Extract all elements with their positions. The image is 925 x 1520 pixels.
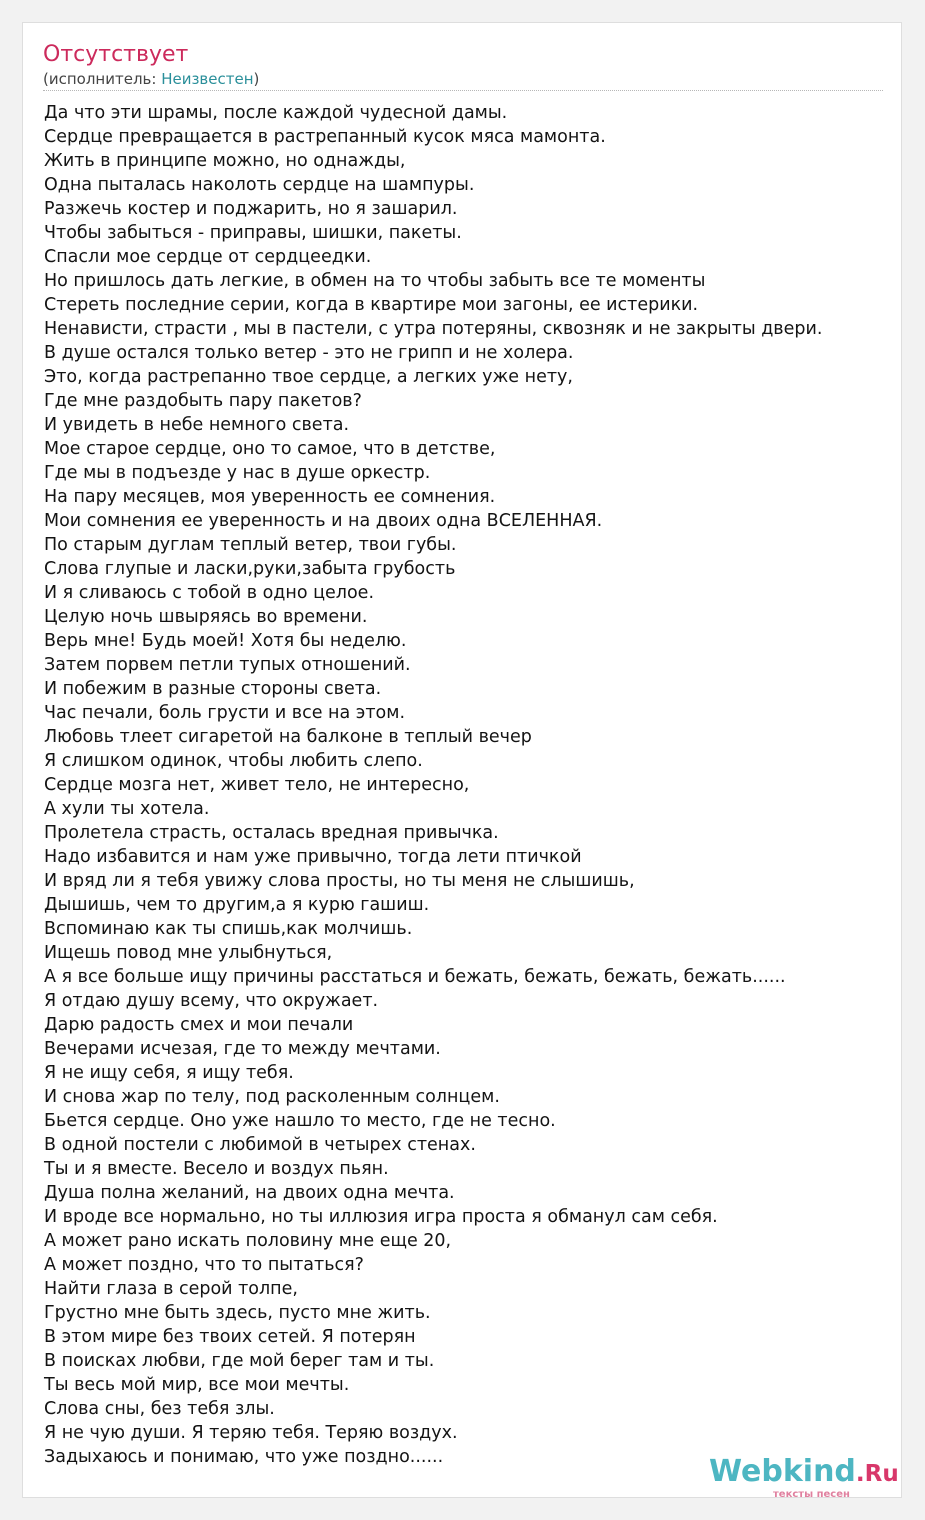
logo-name: Webkind [709, 1454, 856, 1489]
lyric-line: Я отдаю душу всему, что окружает. [44, 991, 379, 1011]
lyric-line: А я все больше ищу причины расстаться и бежать, бежать, бежать, бежать...... [44, 967, 786, 987]
lyric-line: Целую ночь швыряясь во времени. [44, 607, 368, 627]
lyric-line: Ненависти, страсти , мы в пастели, с утра потеряны, сквозняк и не закрыты двери. [44, 319, 823, 339]
lyric-line: Сердце мозга нет, живет тело, не интересно, [44, 775, 470, 795]
lyric-line: Где мне раздобыть пару пакетов? [44, 391, 362, 411]
lyric-line: Да что эти шрамы, после каждой чудесной дамы. [44, 103, 508, 123]
lyric-line: В душе остался только ветер - это не грипп и не холера. [44, 343, 574, 363]
lyric-line: И увидеть в небе немного света. [44, 415, 350, 435]
lyric-line: В поисках любви, где мой берег там и ты. [44, 1351, 435, 1371]
lyric-line: И вряд ли я тебя увижу слова просты, но ты меня не слышишь, [44, 871, 635, 891]
logo-tagline: тексты песен [773, 1489, 850, 1500]
artist-link[interactable]: Неизвестен [161, 70, 254, 88]
lyric-line: Это, когда растрепанно твое сердце, а легких уже нету, [44, 367, 573, 387]
lyric-line: И я сливаюсь с тобой в одно целое. [44, 583, 375, 603]
artist-line [43, 70, 259, 88]
lyric-line: Сердце превращается в растрепанный кусок мяса мамонта. [44, 127, 606, 147]
lyric-line: Стереть последние серии, когда в квартире мои загоны, ее истерики. [44, 295, 699, 315]
artist-suffix: ) [253, 70, 260, 88]
lyric-line: И побежим в разные стороны света. [44, 679, 382, 699]
lyric-line: Я слишком одинок, чтобы любить слепо. [44, 751, 423, 771]
lyric-line: Дышишь, чем то другим,а я курю гашиш. [44, 895, 430, 915]
lyric-line: Ищешь повод мне улыбнуться, [44, 943, 333, 963]
lyric-line: Где мы в подъезде у нас в душе оркестр. [44, 463, 431, 483]
lyric-line: В этом мире без твоих сетей. Я потерян [44, 1327, 416, 1347]
lyric-line: Бьется сердце. Оно уже нашло то место, где не тесно. [44, 1111, 556, 1131]
lyric-line: А может рано искать половину мне еще 20, [44, 1231, 452, 1251]
lyric-line: На пару месяцев, моя уверенность ее сомнения. [44, 487, 496, 507]
lyric-line: Разжечь костер и поджарить, но я зашарил. [44, 199, 458, 219]
logo-tld: .Ru [855, 1461, 899, 1487]
lyric-line: Вспоминаю как ты спишь,как молчишь. [44, 919, 413, 939]
lyric-line: А хули ты хотела. [44, 799, 210, 819]
site-logo[interactable] [709, 1455, 899, 1501]
lyric-line: Я не чую души. Я теряю тебя. Теряю воздух. [44, 1423, 458, 1443]
lyric-line: Найти глаза в серой толпе, [44, 1279, 298, 1299]
lyrics-text [44, 101, 925, 1469]
lyric-line: Одна пыталась наколоть сердце на шампуры. [44, 175, 475, 195]
lyric-line: Затем порвем петли тупых отношений. [44, 655, 411, 675]
lyric-line: Мои сомнения ее уверенность и на двоих одна ВСЕЛЕННАЯ. [44, 511, 603, 531]
lyric-line: Слова сны, без тебя злы. [44, 1399, 275, 1419]
lyric-line: А может поздно, что то пытаться? [44, 1255, 364, 1275]
page-title: Отсутствует [43, 42, 189, 67]
lyric-line: Час печали, боль грусти и все на этом. [44, 703, 406, 723]
lyric-line: В одной постели с любимой в четырех стенах. [44, 1135, 476, 1155]
lyric-line: И вроде все нормально, но ты иллюзия игра проста я обманул сам себя. [44, 1207, 718, 1227]
lyric-line: Верь мне! Будь моей! Хотя бы неделю. [44, 631, 407, 651]
lyric-line: Жить в принципе можно, но однажды, [44, 151, 406, 171]
lyric-line: Но пришлось дать легкие, в обмен на то чтобы забыть все те моменты [44, 271, 706, 291]
lyric-line: Вечерами исчезая, где то между мечтами. [44, 1039, 441, 1059]
lyric-line: Ты и я вместе. Весело и воздух пьян. [44, 1159, 389, 1179]
lyric-line: Пролетела страсть, осталась вредная привычка. [44, 823, 499, 843]
logo-wordmark [709, 1455, 899, 1491]
content-card [22, 22, 902, 1498]
lyric-line: Душа полна желаний, на двоих одна мечта. [44, 1183, 455, 1203]
lyric-line: И снова жар по телу, под расколенным солнцем. [44, 1087, 500, 1107]
lyric-line: Слова глупые и ласки,руки,забыта грубость [44, 559, 456, 579]
lyric-line: Я не ищу себя, я ищу тебя. [44, 1063, 294, 1083]
lyric-line: Мое старое сердце, оно то самое, что в детстве, [44, 439, 496, 459]
lyric-line: Дарю радость смех и мои печали [44, 1015, 354, 1035]
lyric-line: Грустно мне быть здесь, пусто мне жить. [44, 1303, 431, 1323]
lyric-line: Задыхаюсь и понимаю, что уже поздно...... [44, 1447, 444, 1467]
lyric-line: По старым дуглам теплый ветер, твои губы. [44, 535, 457, 555]
lyric-line: Надо избавится и нам уже привычно, тогда лети птичкой [44, 847, 582, 867]
lyric-line: Ты весь мой мир, все мои мечты. [44, 1375, 350, 1395]
lyric-line: Чтобы забыться - приправы, шишки, пакеты. [44, 223, 462, 243]
lyric-line: Спасли мое сердце от сердцеедки. [44, 247, 372, 267]
header-divider [43, 90, 883, 91]
lyric-line: Любовь тлеет сигаретой на балконе в теплый вечер [44, 727, 532, 747]
artist-prefix: (исполнитель: [43, 70, 162, 88]
